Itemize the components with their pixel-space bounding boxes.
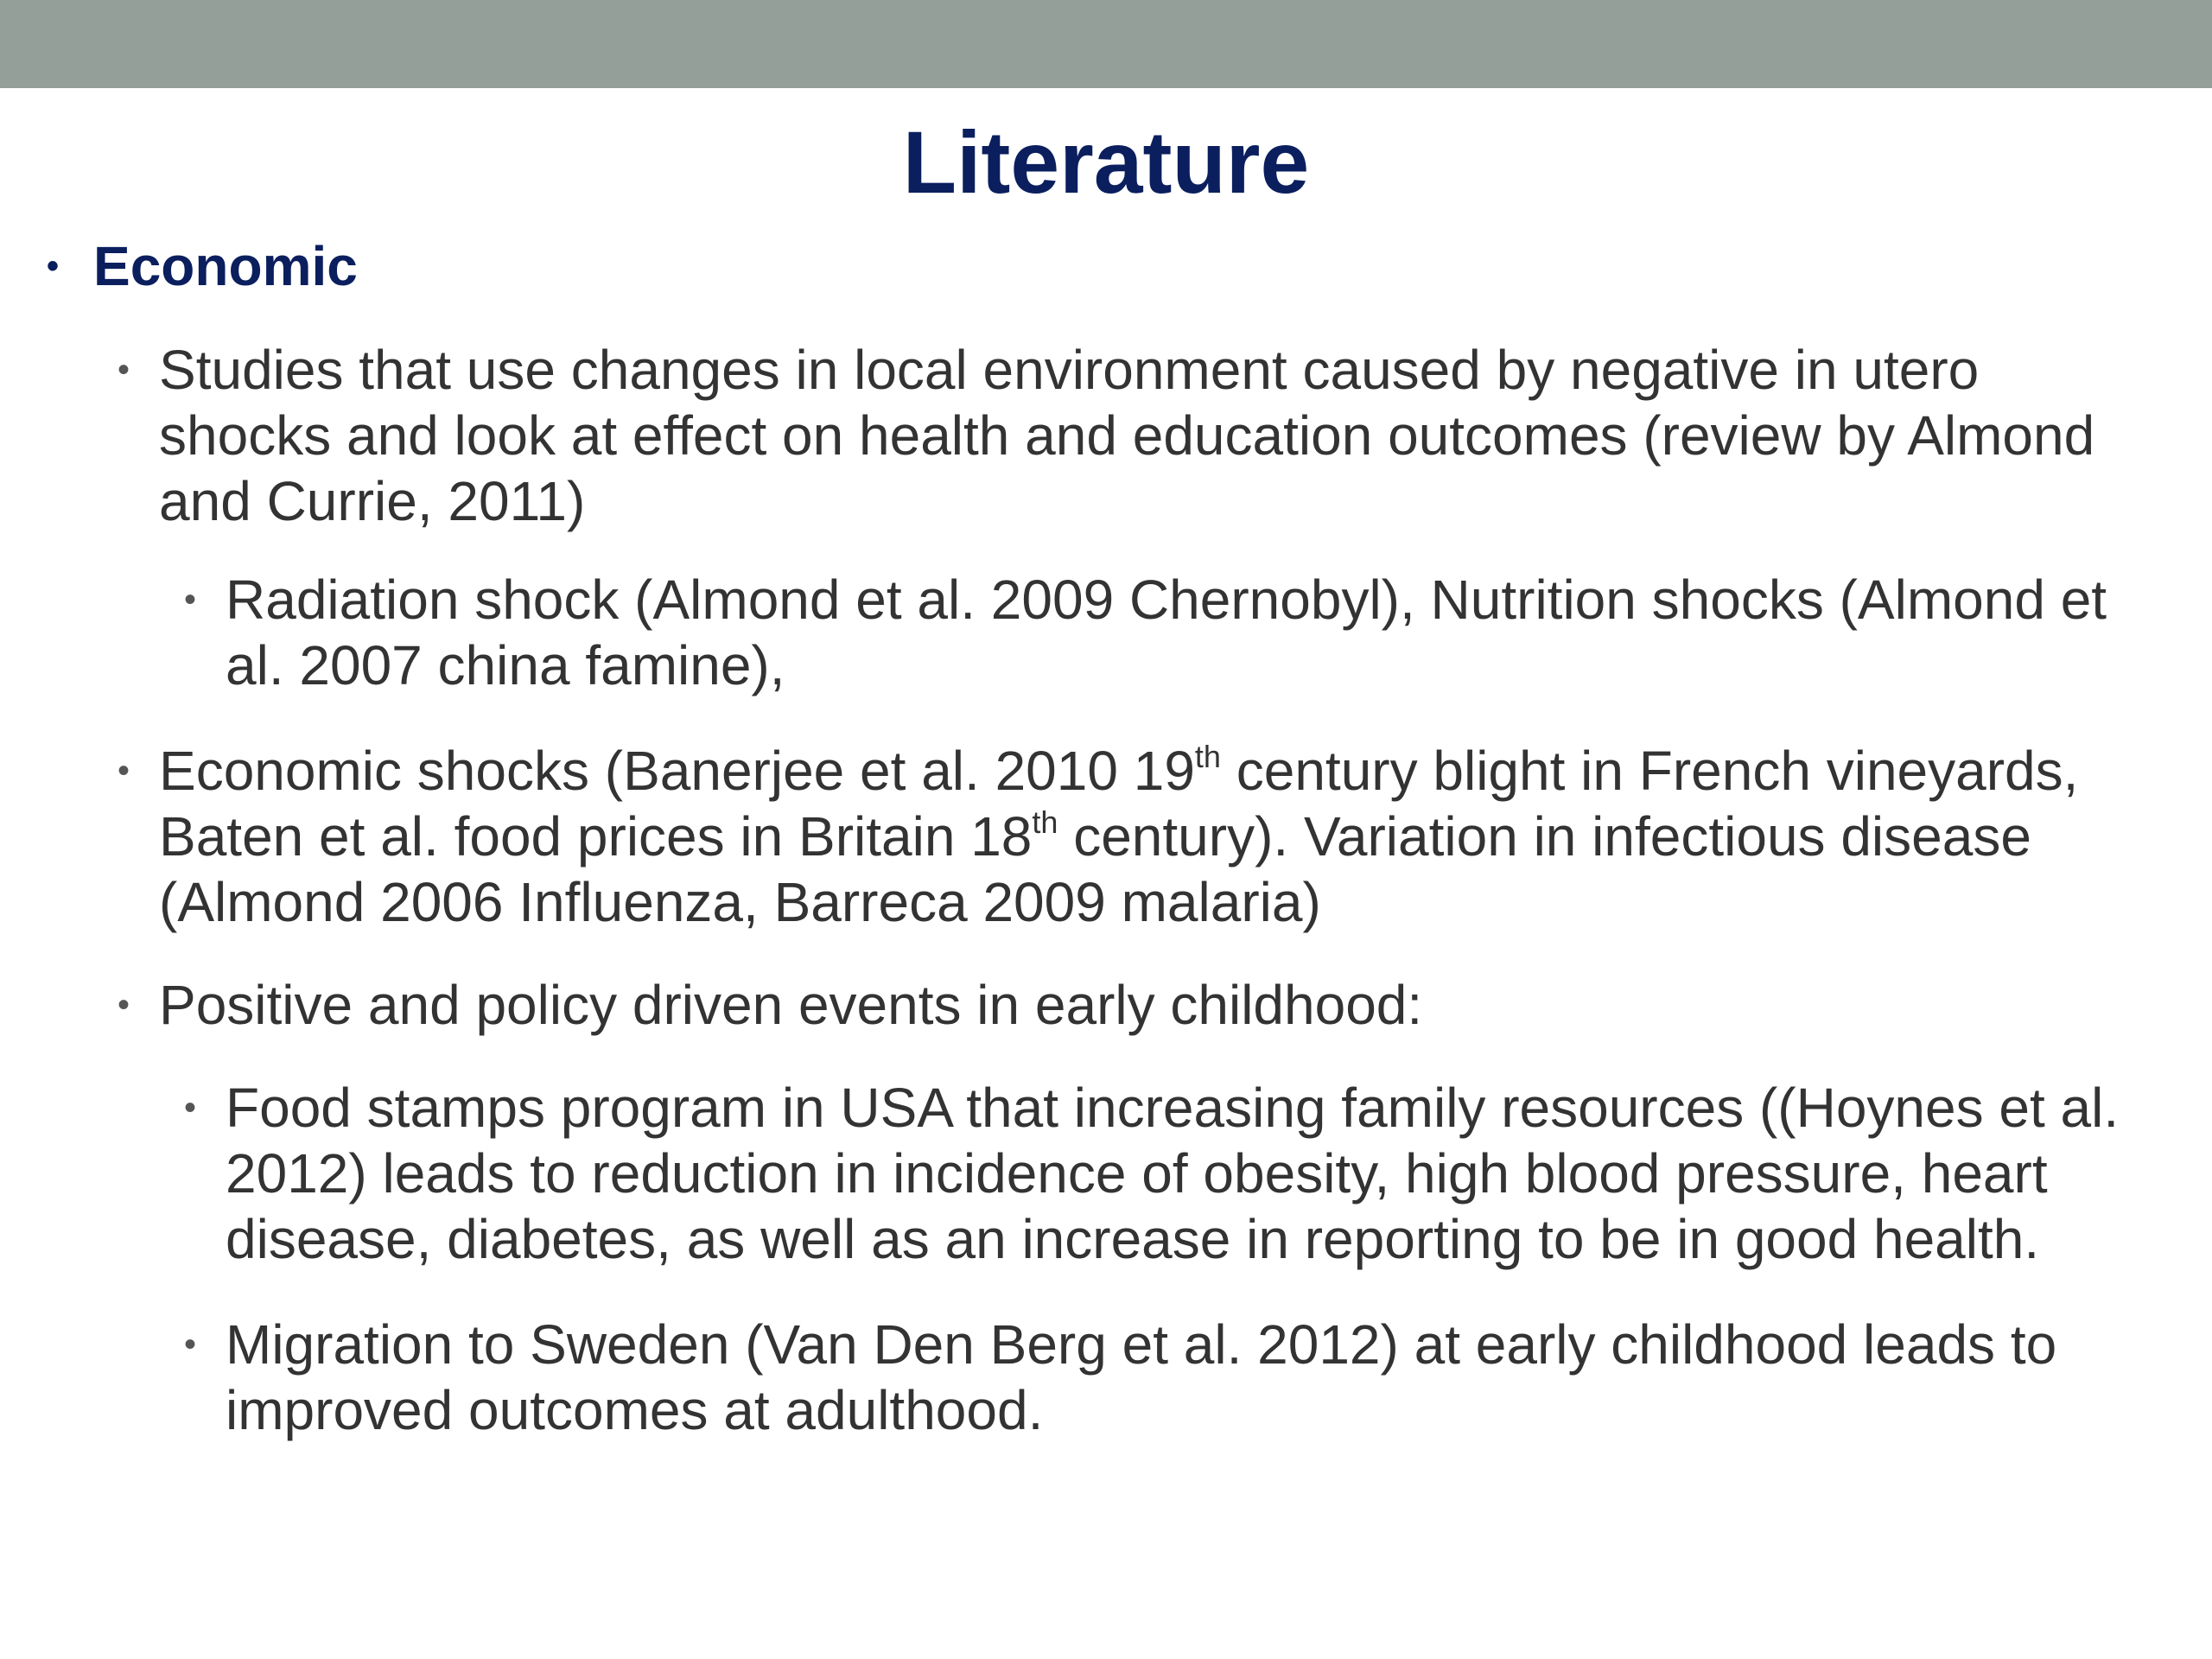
- bullet-economic-text: Economic: [93, 235, 358, 297]
- bullet-food-stamps-text: Food stamps program in USA that increasing family resources ((Hoynes et al. 2012) leads to reduction in incidence of obesity, high blood pressure, heart disease, diabetes, as well as an increase in reporting to be in good health.: [226, 1077, 2120, 1270]
- bullet-dot-icon: •: [118, 351, 130, 389]
- bullet-positive-text: Positive and policy driven events in early childhood:: [159, 974, 1423, 1036]
- bullet-dot-icon: •: [118, 986, 130, 1024]
- bullet-dot-icon: •: [184, 581, 197, 619]
- bullet-economic-shocks-text: Economic shocks (Banerjee et al. 2010 19th century blight in French vineyards, Baten et al. food prices in Britain 18th century). Variation in infectious disease (Almond 2006 Influenza, Barreca 2009 malaria): [159, 739, 2079, 933]
- bullet-radiation: [184, 567, 2126, 698]
- bullet-economic: [47, 233, 2133, 299]
- bullet-dot-icon: •: [118, 752, 130, 790]
- bullet-dot-icon: •: [47, 247, 60, 285]
- bullet-migration: [184, 1312, 2126, 1443]
- bullet-positive: [118, 972, 2112, 1038]
- bullet-radiation-text: Radiation shock (Almond et al. 2009 Chernobyl), Nutrition shocks (Almond et al. 2007 china famine),: [226, 569, 2107, 696]
- bullet-dot-icon: •: [184, 1089, 197, 1127]
- bullet-studies-text: Studies that use changes in local environment caused by negative in utero shocks and look at effect on health and education outcomes (review by Almond and Currie, 2011): [159, 339, 2095, 532]
- bullet-studies: [118, 337, 2112, 534]
- bullet-economic-shocks: [118, 738, 2112, 935]
- bullet-dot-icon: •: [184, 1325, 197, 1363]
- slide-title: Literature: [902, 113, 1310, 212]
- bullet-migration-text: Migration to Sweden (Van Den Berg et al. 2012) at early childhood leads to improved outcomes at adulthood.: [226, 1313, 2057, 1441]
- bullet-food-stamps: [184, 1075, 2126, 1272]
